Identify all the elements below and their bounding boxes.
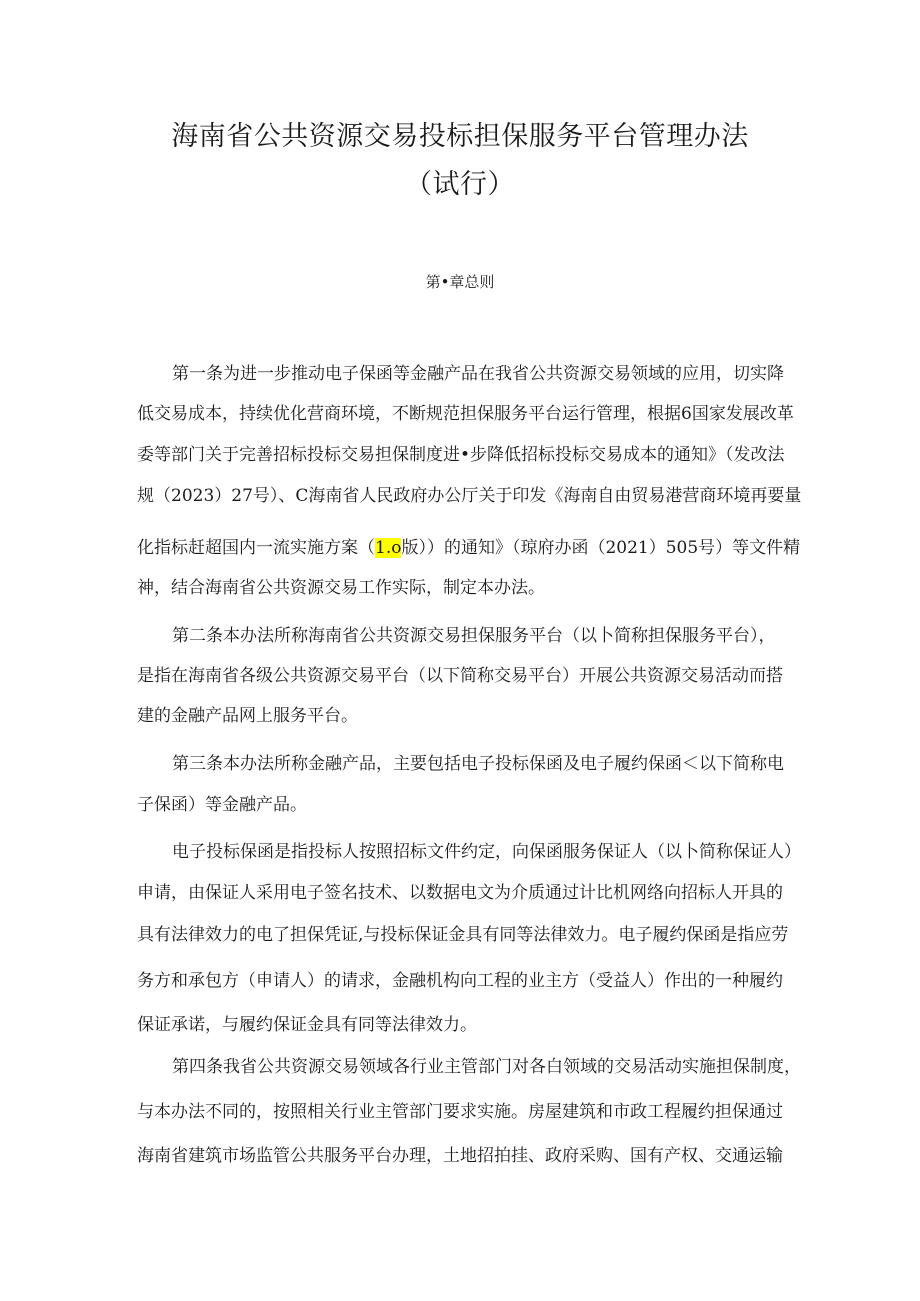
- paragraph-line: 低交易成本，持续优化营商环境，不断规范担保服务平台运行管理，根据6国家发展改革: [137, 404, 794, 424]
- paragraph-line: 第二条本办法所称海南省公共资源交易担保服务平台（以卜简称担保服务平台），: [172, 626, 776, 646]
- paragraph-line: 神，结合海南省公共资源交易工作实际，制定本办法。: [137, 578, 545, 598]
- highlighted-text: 1.o: [375, 538, 402, 558]
- paragraph-text: 版））的通知》（琼府办函（2021）505号）等文件精: [401, 538, 801, 558]
- paragraph-line: 与本办法不同的，按照相关行业主管部门要求实施。房屋建筑和市政工程履约担保通过: [137, 1102, 783, 1122]
- paragraph-line: 第三条本办法所称金融产品，主要包括电子投标保函及电子履约保函＜以下简称电: [172, 754, 784, 774]
- document-title: 海南省公共资源交易投标担保服务平台管理办法: [171, 121, 749, 152]
- paragraph-line: 规（2023）27号）、C海南省人民政府办公厅关于印发《海南自由贸易港营商环境再要量: [137, 486, 802, 506]
- paragraph-text: 化指标赶超国内一流实施方案（: [137, 538, 375, 558]
- paragraph-line: 保证承诺，与履约保证金具有同等法律效力。: [137, 1015, 477, 1035]
- paragraph-line: 申请，由保证人采用电子签名技术、以数据电文为介质通过计比机网络向招标人开具的: [137, 883, 783, 903]
- paragraph-line: 委等部门关于完善招标投标交易担保制度进•步降低招标投标交易成本的通知》（发改法: [137, 445, 785, 465]
- paragraph-line: 第一条为进一步推动电子保函等金融产品在我省公共资源交易领域的应用，切实降: [172, 364, 784, 384]
- paragraph-line-with-highlight: [137, 536, 800, 560]
- paragraph-line: 建的金融产品网上服务平台。: [137, 706, 358, 726]
- paragraph-line: 电子投标保函是指投标人按照招标文件约定，向保函服务保证人（以卜简称保证人）: [172, 842, 801, 862]
- chapter-heading: 第•章总则: [425, 273, 495, 291]
- paragraph-line: 第四条我省公共资源交易领域各行业主管部门对各白领域的交易活动实施担保制度，: [172, 1057, 801, 1077]
- paragraph-line: 子保函）等金融产品。: [137, 795, 307, 815]
- paragraph-line: 海南省建筑市场监管公共服务平台办理，土地招拍挂、政府采购、国有产权、交通运输: [137, 1146, 783, 1166]
- paragraph-line: 具有法律效力的电了担保凭证,与投标保证金具有同等法律效力。电子履约保函是指应劳: [137, 925, 789, 945]
- paragraph-line: 是指在海南省各级公共资源交易平台（以下简称交易平台）开展公共资源交易活动而搭: [137, 666, 783, 686]
- paragraph-line: 务方和承包方（申请人）的请求，金融机构向工程的业主方（受益人）作出的一种履约: [137, 971, 783, 991]
- document-subtitle: （试行）: [405, 169, 515, 200]
